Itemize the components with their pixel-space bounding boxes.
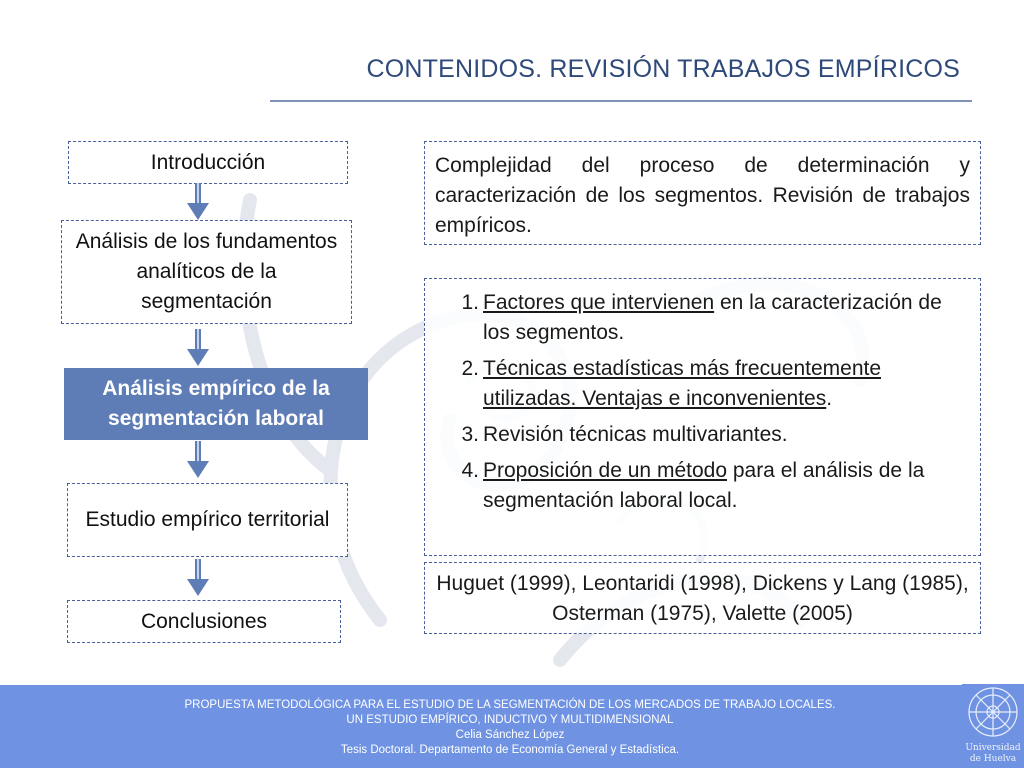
list-item-text: en la caracterización de los segmentos. xyxy=(483,291,942,344)
flow-step-conclusiones: Conclusiones xyxy=(67,600,341,643)
footer-line-title: PROPUESTA METODOLÓGICA PARA EL ESTUDIO DE LA SEGMENTACIÓN DE LOS MERCADOS DE TRABAJO LOCALES. xyxy=(184,699,836,711)
page-title: CONTENIDOS. REVISIÓN TRABAJOS EMPÍRICOS xyxy=(366,55,960,83)
list-item xyxy=(425,354,970,414)
list-item xyxy=(425,420,970,450)
list-item-number: 2. xyxy=(461,357,479,380)
list-item-number: 4. xyxy=(461,459,479,482)
down-arrow-icon xyxy=(187,329,209,367)
title-underline xyxy=(270,100,972,102)
university-logo xyxy=(962,684,1024,768)
logo-text-line2: de Huelva xyxy=(969,754,1017,764)
list-item-text: para el análisis de la segmentación laboral local. xyxy=(483,459,925,512)
flow-step-estudio-territorial: Estudio empírico territorial xyxy=(67,483,348,557)
contents-list-box xyxy=(424,278,981,556)
list-item-link[interactable]: Técnicas estadísticas más frecuentemente utilizadas. Ventajas e inconvenientes xyxy=(483,357,882,410)
university-seal-icon xyxy=(969,688,1017,736)
logo-text-line1: Universidad xyxy=(965,743,1021,753)
list-item-text: . xyxy=(826,387,833,410)
down-arrow-icon xyxy=(187,441,209,479)
list-item xyxy=(425,288,970,348)
flow-step-fundamentos: Análisis de los fundamentos analíticos de la segmentación xyxy=(61,220,352,324)
list-item-link[interactable]: Factores que intervienen xyxy=(483,291,715,314)
list-item-number: 3. xyxy=(461,423,479,446)
intro-description-text: Complejidad del proceso de determinación y caracterización de los segmentos. Revisión de trabajos empíricos. xyxy=(435,154,970,237)
down-arrow-icon xyxy=(187,183,209,221)
flow-step-analisis-empirico: Análisis empírico de la segmentación laboral xyxy=(64,368,368,440)
footer-line-author: Celia Sánchez López xyxy=(455,729,565,741)
references-text: Huguet (1999), Leontaridi (1998), Dickens y Lang (1985), Osterman (1975), Valette (2005) xyxy=(436,572,969,625)
footer-line-thesis: Tesis Doctoral. Departamento de Economía General y Estadística. xyxy=(340,744,680,756)
intro-description-box xyxy=(424,141,981,245)
footer-text xyxy=(0,698,1020,758)
list-item-link[interactable]: Proposición de un método xyxy=(483,459,727,482)
list-item-number: 1. xyxy=(461,291,479,314)
contents-list xyxy=(425,288,970,516)
footer-line-subtitle: UN ESTUDIO EMPÍRICO, INDUCTIVO Y MULTIDIMENSIONAL xyxy=(346,714,674,726)
down-arrow-icon xyxy=(187,559,209,597)
list-item-text: Revisión técnicas multivariantes. xyxy=(483,423,788,446)
footer-bar xyxy=(0,685,1024,768)
list-item xyxy=(425,456,970,516)
flow-step-introduccion: Introducción xyxy=(68,141,348,184)
references-box xyxy=(424,562,981,634)
